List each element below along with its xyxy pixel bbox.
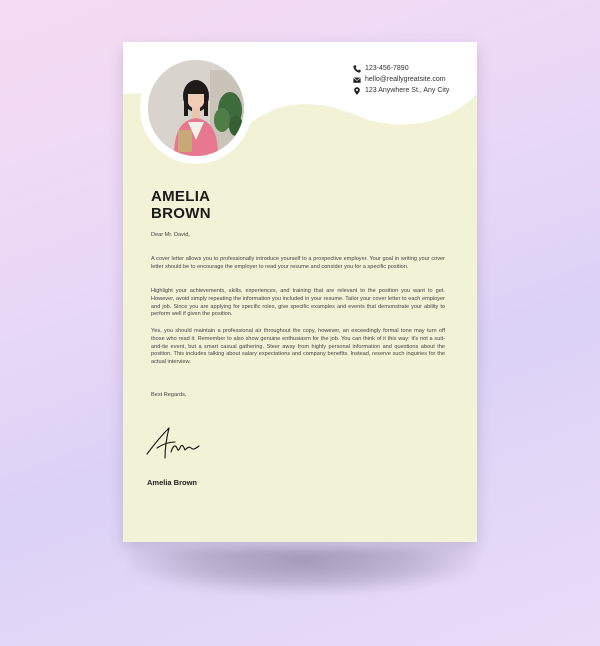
page-shadow [128,548,476,594]
paragraph-3: Yes, you should maintain a professional air throughout the copy, however, an exceedingly formal tone may turn off those who read it. Remember to also show genuine enthusiasm for the job. You can think of it this way: it's not a suit-and-tie event, but a smart casual gathering. Steer away from highly personal information and questions about the position. This includes talking about salary expectations and company benefits. Instead, reserve such inquiries for the actual interview. [151,328,445,366]
map-pin-icon [353,87,361,95]
paragraph-2: Highlight your achievements, skills, experiences, and training that are relevant to the position you want to get. However, avoid simply repeating the information you included in your resume. Tailor your cover letter to each employer and job. Since you are applying for specific roles, give specific examples and events that demonstrate your ability to perform well if given the position. [151,288,445,318]
profile-photo [148,60,244,156]
name-last: BROWN [151,205,211,222]
phone-text: 123-456-7890 [365,65,409,72]
applicant-name [151,188,211,222]
paragraph-1: A cover letter allows you to professionally introduce yourself to a prospective employer. Your goal in writing your cover letter should be to encourage the employer to read your resume and consider you for a specific position. [151,256,445,270]
greeting: Dear Mr. David, [151,232,190,238]
handwritten-signature [145,422,203,462]
envelope-icon [353,76,361,84]
closing: Best Regards, [151,392,187,398]
name-first: AMELIA [151,188,211,205]
signature-name: Amelia Brown [147,478,198,487]
phone-icon [353,65,361,73]
profile-photo-frame [140,52,252,164]
cover-letter-page [123,42,477,542]
address-text: 123 Anywhere St., Any City [365,87,450,94]
email-text: hello@reallygreatsite.com [365,76,446,83]
